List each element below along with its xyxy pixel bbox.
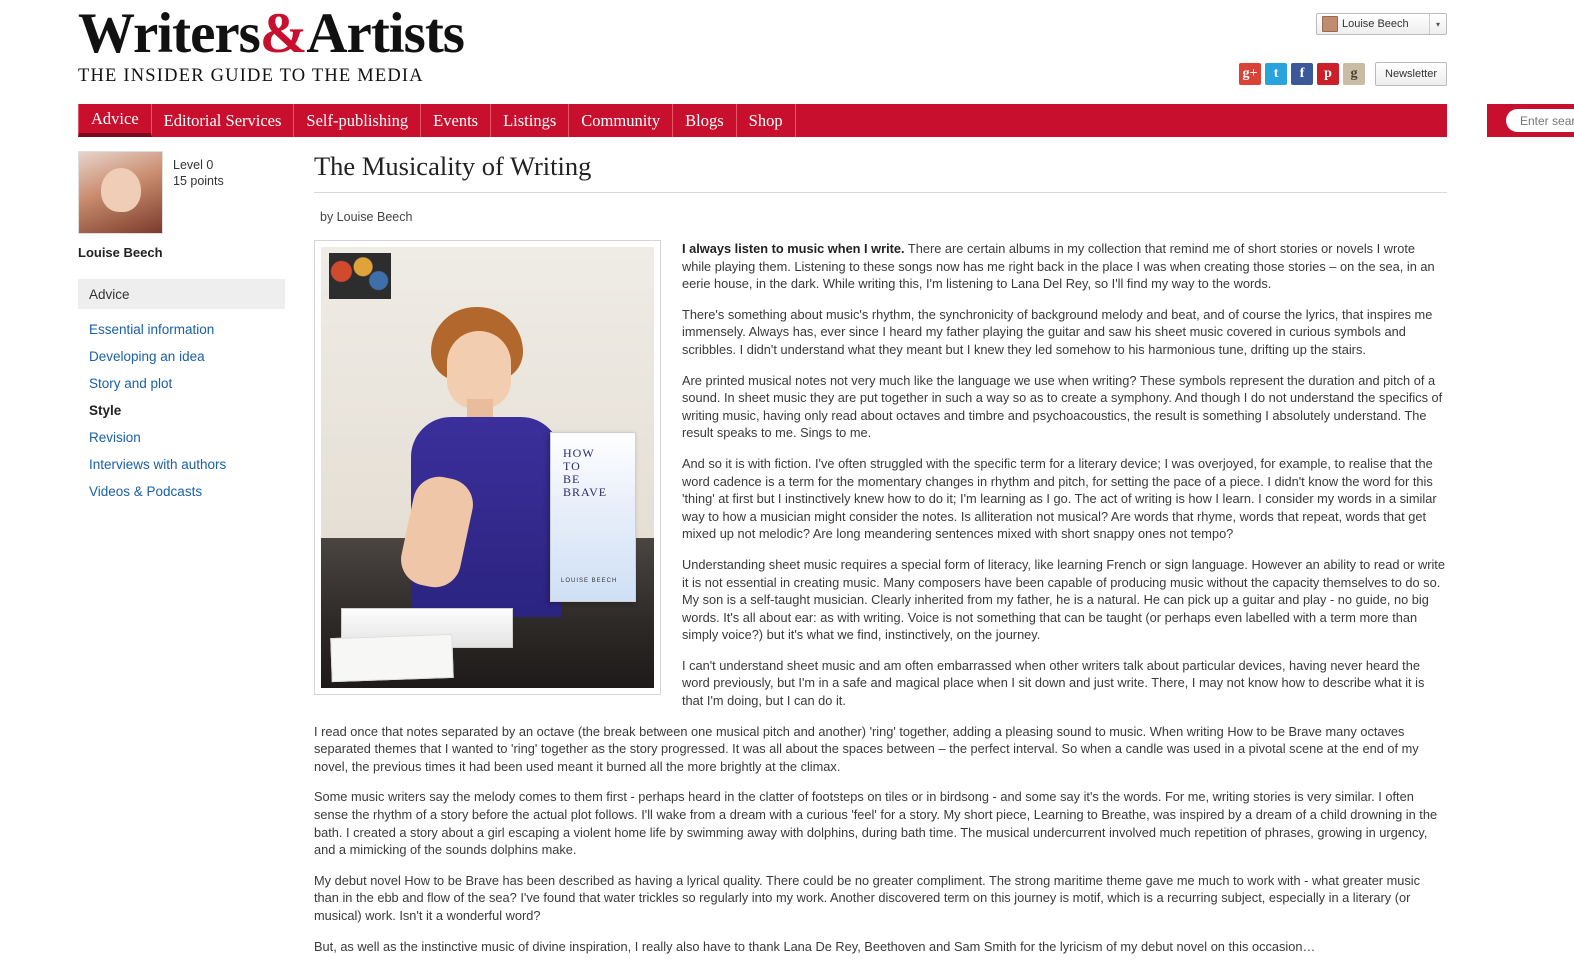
nav-item-advice[interactable]: Advice bbox=[78, 104, 152, 137]
chevron-down-icon[interactable]: ▾ bbox=[1429, 14, 1446, 34]
logo-tagline: THE INSIDER GUIDE TO THE MEDIA bbox=[78, 66, 424, 86]
sidebar-section-title: Advice bbox=[78, 279, 285, 309]
image-author-figure bbox=[399, 307, 574, 607]
image-wall-art bbox=[329, 253, 391, 299]
sidebar-item-essential-information[interactable]: Essential information bbox=[89, 322, 215, 337]
nav-item-self-publishing[interactable]: Self-publishing bbox=[294, 104, 421, 137]
twitter-icon[interactable]: t bbox=[1265, 63, 1287, 85]
article-figure bbox=[314, 240, 661, 695]
google-plus-icon[interactable]: g+ bbox=[1239, 63, 1261, 85]
article-body bbox=[314, 240, 1447, 955]
nav-item-events[interactable]: Events bbox=[421, 104, 491, 137]
nav-items bbox=[78, 104, 1447, 137]
page-title: The Musicality of Writing bbox=[314, 151, 1447, 193]
social-links bbox=[1239, 62, 1447, 86]
logo-wordmark bbox=[78, 4, 508, 64]
nav-item-blogs[interactable]: Blogs bbox=[673, 104, 737, 137]
page-content bbox=[0, 137, 1574, 968]
user-level: Level 0 bbox=[173, 158, 214, 172]
article-paragraph-10: But, as well as the instinctive music of divine inspiration, I really also have to thank Lana De Rey, Beethoven and Sam Smith for the lyricism of my debut novel on this occasion… bbox=[314, 938, 1316, 954]
nav-item-editorial-services[interactable]: Editorial Services bbox=[152, 104, 295, 137]
sidebar-item-videos-and-podcasts[interactable]: Videos & Podcasts bbox=[89, 484, 203, 499]
user-name: Louise Beech bbox=[78, 245, 163, 260]
nav-item-shop[interactable]: Shop bbox=[737, 104, 796, 137]
article bbox=[285, 137, 1447, 968]
image-face bbox=[447, 331, 511, 409]
article-image bbox=[321, 247, 654, 688]
book-title-text: HOW TO BE BRAVE bbox=[563, 446, 608, 499]
account-name: Louise Beech bbox=[1342, 18, 1409, 30]
article-paragraph-6: I can't understand sheet music and am often embarrassed when other writers talk about particular devices, having never heard the word previously, but I'm in a safe and magical place when I sit down and just write. There, I may not know how to describe what it is that I'm doing, but I can do it. bbox=[682, 657, 1425, 709]
logo-ampersand: & bbox=[259, 2, 307, 65]
article-paragraph-5: Understanding sheet music requires a special form of literacy, like learning French or sign language. However an ability to read or write it is not essential in creating music. Many composers have been capable of producing music without the capacity themselves to do so. My son is a self-taught musician. Clearly inherited from my father, he is a natural. He can pick up a guitar and play - no guide, no big words. It's all about ear: as with writing. Voice is not something that can be taught (or perhaps even labelled with a term more than simply voice?) but it's what we find, instinctively, on the journey. bbox=[682, 556, 1445, 643]
search-input[interactable] bbox=[1518, 113, 1574, 129]
user-profile bbox=[78, 151, 285, 234]
article-paragraph-8: Some music writers say the melody comes to them first - perhaps heard in the clatter of footsteps on tiles or in birdsong - and some say it's the words. For me, writing stories is very similar. I often sense the rhythm of a story before the actual plot follows. I'll wake from a dream with a curious 'feel' for a story. My short piece, Learning to Breathe, was inspired by a dream of a child drowning in the bath. I created a story about a girl escaping a violent home life by swimming away with dolphins, during bath time. The musical undercurrent involved much repetition of phrases, growing in urgency, and a mimicking of the sounds dolphins make. bbox=[314, 789, 1438, 858]
logo-text-artists: Artists bbox=[306, 2, 464, 65]
article-paragraph-1-text: There are certain albums in my collection that remind me of short stories or novels I wrote while playing them. Listening to these songs now has me right back in the place I was when creating those stories – on the sea, in an eerie house, in the dark. While writing this, I'm listening to Lana Del Rey, so I'll find my way to the words. bbox=[682, 241, 1435, 292]
account-menu[interactable] bbox=[1316, 13, 1447, 35]
sidebar-item-revision[interactable]: Revision bbox=[89, 430, 141, 445]
article-byline: by Louise Beech bbox=[320, 210, 413, 224]
nav-item-community[interactable]: Community bbox=[569, 104, 673, 137]
main-navigation bbox=[78, 104, 1447, 137]
image-papers bbox=[330, 634, 453, 682]
sidebar-item-interviews-with-authors[interactable]: Interviews with authors bbox=[89, 457, 227, 472]
user-points: 15 points bbox=[173, 174, 224, 188]
article-paragraph-4: And so it is with fiction. I've often struggled with the specific term for a literary device; I was overjoyed, for example, to realise that the word cadence is a term for the momentary changes in rhythm and pitch, for setting the pace of a piece. I didn't know the word for this 'thing' at first but I instinctively knew how to do it; I'm learning as I go. The act of writing is how I learn. I consider my words in a similar way to how a musician might consider the notes. Is alliteration not musical? Are words that rhyme, words that repeat, words that get mixed up not melodic? Are long meandering sentences mixed with short snappy ones not tempo? bbox=[682, 455, 1437, 542]
article-lead-bold: I always listen to music when I write. bbox=[682, 241, 905, 256]
article-paragraph-2: There's something about music's rhythm, the synchronicity of background melody and beat, and of course the lyrics, that inspires me immensely. Always has, ever since I heard my father playing the guitar and saw his sheet music covered in curious symbols and scribbles. I didn't understand what they meant but I knew they led somehow to his harmonious tune, drifting up the stairs. bbox=[682, 306, 1433, 357]
sidebar-item-style[interactable]: Style bbox=[89, 403, 122, 418]
search-area bbox=[1487, 104, 1574, 137]
sidebar-item-developing-an-idea[interactable]: Developing an idea bbox=[89, 349, 205, 364]
newsletter-button[interactable]: Newsletter bbox=[1375, 62, 1447, 86]
book-author-text: LOUISE BEECH bbox=[561, 578, 618, 585]
site-logo[interactable] bbox=[78, 4, 508, 87]
profile-meta bbox=[173, 151, 224, 234]
nav-item-listings[interactable]: Listings bbox=[491, 104, 569, 137]
sidebar-list bbox=[78, 316, 285, 505]
nav-spacer bbox=[796, 104, 1447, 137]
image-book-cover bbox=[550, 432, 636, 602]
avatar bbox=[1322, 16, 1338, 32]
sidebar-item-story-and-plot[interactable]: Story and plot bbox=[89, 376, 173, 391]
article-paragraph-7: I read once that notes separated by an octave (the break between one musical pitch and another) 'ring' together, adding a pleasing sound to music. When writing How to be Brave many octaves separated themes that I wanted to 'ring' together as the story progressed. It was all about the spaces between – the perfect interval. So when a candle was used in a pivotal scene at the end of my novel, the previous times it had been used meant it burned all the more brightly at the climax. bbox=[314, 723, 1419, 774]
facebook-icon[interactable]: f bbox=[1291, 63, 1313, 85]
site-header bbox=[0, 0, 1574, 104]
sidebar bbox=[78, 137, 285, 968]
article-paragraph-9: My debut novel How to be Brave has been described as having a lyrical quality. There could be no greater compliment. The strong maritime theme gave me much to work with - what greater music than in the ebb and flow of the sea? I've found that water trickles so regularly into my work. Another discovered term on this journey is motif, which is a recurring subject, especially in a literary (or musical) work. Isn't it a wonderful word? bbox=[314, 872, 1421, 923]
pinterest-icon[interactable]: p bbox=[1317, 63, 1339, 85]
profile-photo bbox=[78, 151, 163, 234]
goodreads-icon[interactable]: g bbox=[1343, 63, 1365, 85]
search-box[interactable] bbox=[1506, 109, 1574, 132]
article-paragraph-3: Are printed musical notes not very much like the language we use when writing? These symbols represent the duration and pitch of a sound. In sheet music they are put together in such a way so as to create a symphony. And though I do not understand the specifics of writing music, having only read about octaves and timbre and psychoacoustics, the result is something I absolutely understand. The result speaks to me. Sings to me. bbox=[682, 372, 1443, 441]
logo-text-writers: Writers bbox=[78, 2, 260, 65]
